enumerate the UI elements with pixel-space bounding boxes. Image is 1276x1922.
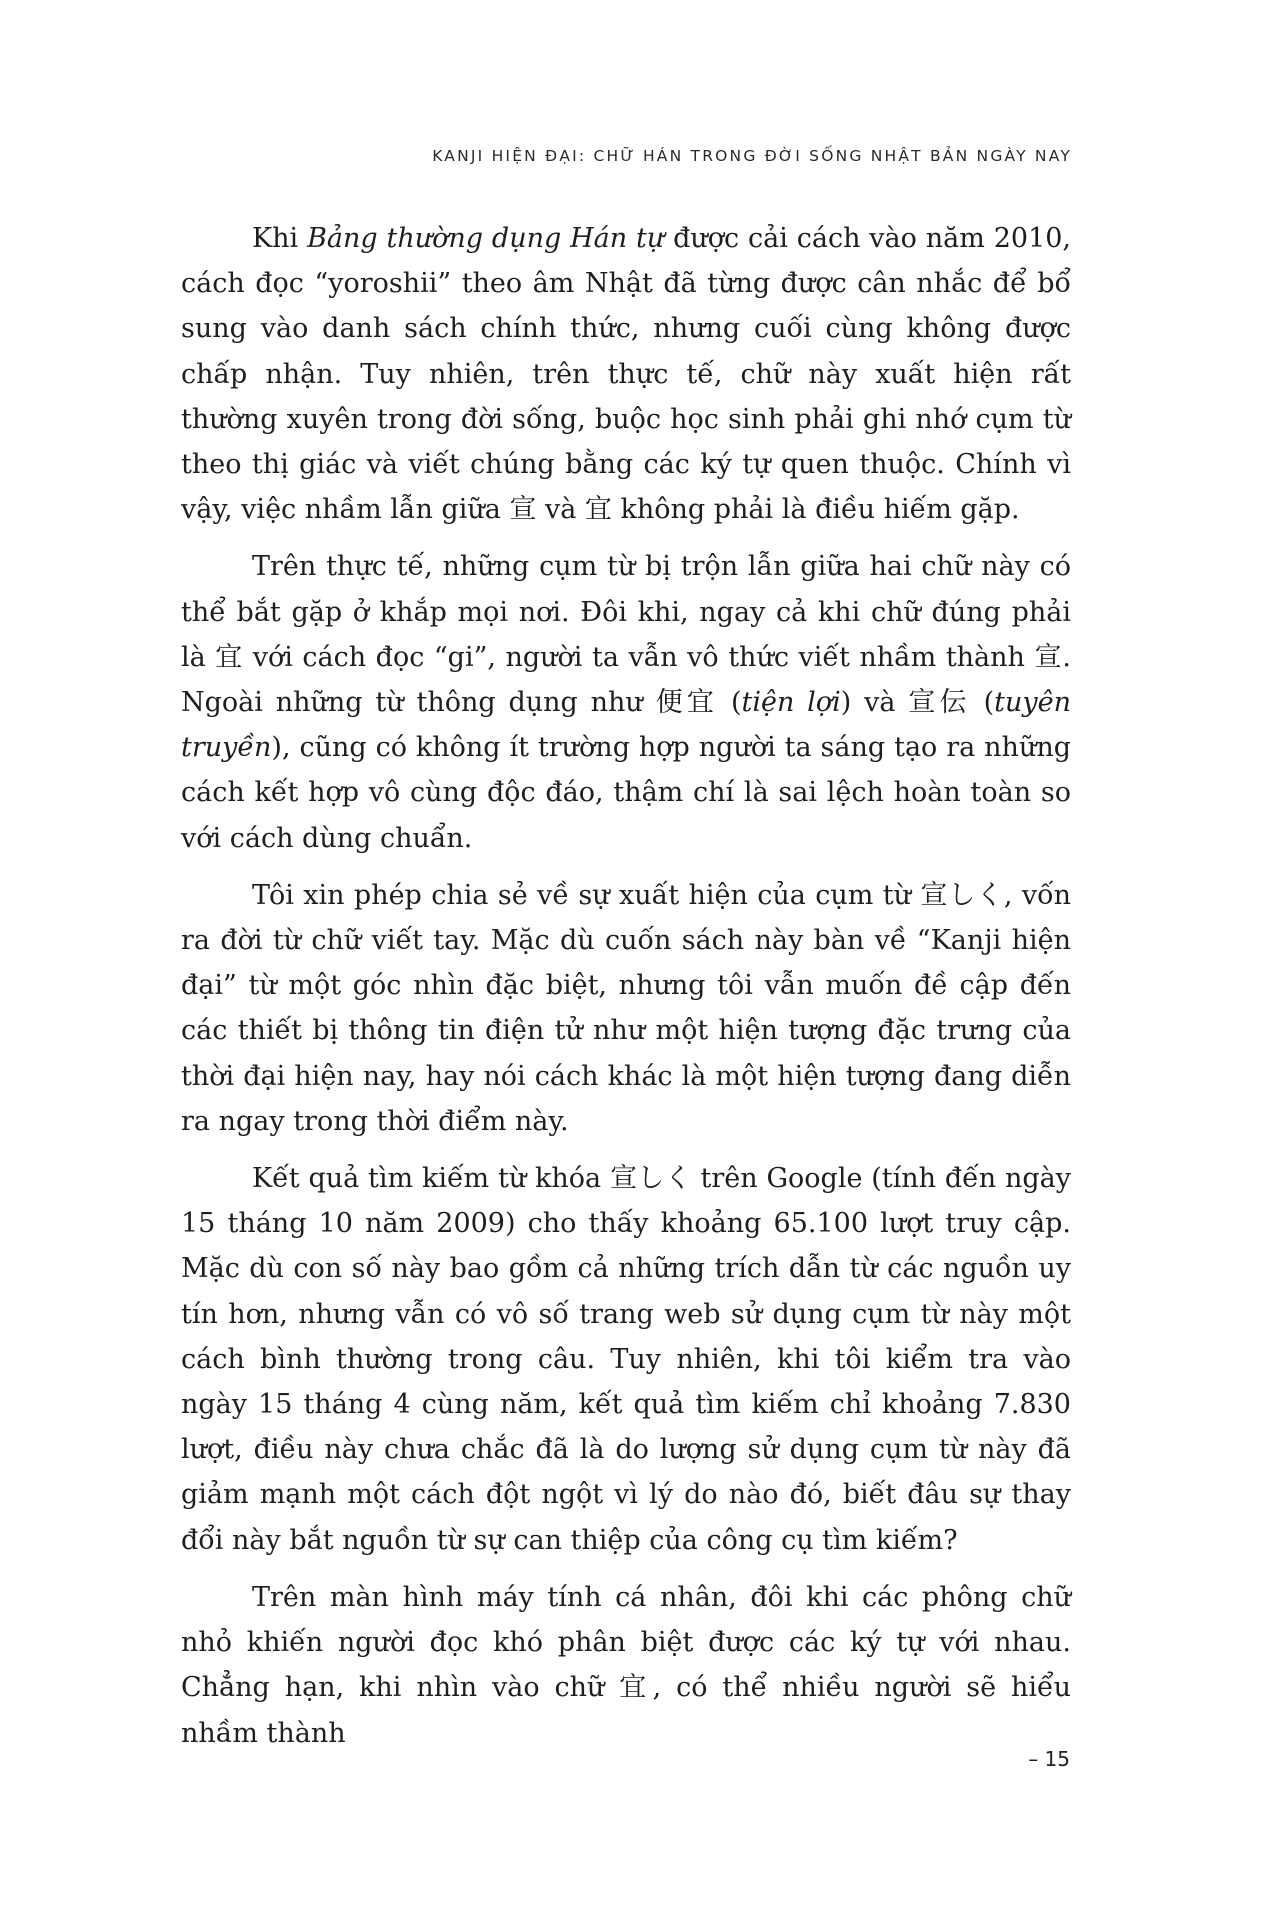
paragraph-2-text-c: ), cũng có không ít trường hợp người ta sáng tạo ra những cách kết hợp vô cùng độc đáo, thậm chí là sai lệch hoàn toàn so với cách dùng chuẩn. xyxy=(181,732,1071,854)
paragraph-1-text-b: được cải cách vào năm 2010, cách đọc “yoroshii” theo âm Nhật đã từng được cân nhắc để bổ sung vào danh sách chính thức, nhưng cuối cùng không được chấp nhận. Tuy nhiên, trên thực tế, chữ này xuất hiện rất thường xuyên trong đời sống, buộc học sinh phải ghi nhớ cụm từ theo thị giác và viết chúng bằng các ký tự quen thuộc. Chính vì vậy, việc nhầm lẫn giữa 宣 và 宜 không phải là điều hiếm gặp. xyxy=(181,223,1072,526)
body-text xyxy=(181,216,1071,1768)
paragraph-2-italic-term-2: tuyên truyền xyxy=(181,687,1071,764)
paragraph-3: Tôi xin phép chia sẻ về sự xuất hiện của cụm từ 宣しく, vốn ra đời từ chữ viết tay. Mặc dù cuốn sách này bàn về “Kanji hiện đại” từ một góc nhìn đặc biệt, nhưng tôi vẫn muốn đề cập đến các thiết bị thông tin điện tử như một hiện tượng đặc trưng của thời đại hiện nay, hay nói cách khác là một hiện tượng đang diễn ra ngay trong thời điểm này. xyxy=(181,879,1071,1137)
paragraph-2-text-a: Trên thực tế, những cụm từ bị trộn lẫn giữa hai chữ này có thể bắt gặp ở khắp mọi nơi. Đôi khi, ngay cả khi chữ đúng phải là 宜 với cách đọc “gi”, người ta vẫn vô thức viết nhầm thành 宣. Ngoài những từ thông dụng như 便宜 ( xyxy=(181,551,1071,719)
paragraph-1-text-a: Khi xyxy=(252,223,308,254)
paragraph-1-italic-term: Bảng thường dụng Hán tự xyxy=(307,223,665,254)
paragraph-2 xyxy=(181,544,1071,860)
paragraph-5: Trên màn hình máy tính cá nhân, đôi khi các phông chữ nhỏ khiến người đọc khó phân biệt được các ký tự với nhau. Chẳng hạn, khi nhìn vào chữ 宜, có thể nhiều người sẽ hiểu nhầm thành xyxy=(181,1581,1071,1749)
paragraph-2-text-b: ) và 宣伝 ( xyxy=(840,687,995,719)
paragraph-1 xyxy=(181,216,1071,532)
page-number: – 15 xyxy=(1028,1747,1070,1771)
paragraph-4: Kết quả tìm kiếm từ khóa 宣しく trên Google (tính đến ngày 15 tháng 10 năm 2009) cho thấy khoảng 65.100 lượt truy cập. Mặc dù con số này bao gồm cả những trích dẫn từ các nguồn uy tín hơn, nhưng vẫn có vô số trang web sử dụng cụm từ này một cách bình thường trong câu. Tuy nhiên, khi tôi kiểm tra vào ngày 15 tháng 4 cùng năm, kết quả tìm kiếm chỉ khoảng 7.830 lượt, điều này chưa chắc đã là do lượng sử dụng cụm từ này đã giảm mạnh một cách đột ngột vì lý do nào đó, biết đâu sự thay đổi này bắt nguồn từ sự can thiệp của công cụ tìm kiếm? xyxy=(181,1163,1071,1556)
paragraph-2-italic-term-1: tiện lợi xyxy=(741,687,841,719)
running-header: KANJI HIỆN ĐẠI: CHỮ HÁN TRONG ĐỜI SỐNG NHẬT BẢN NGÀY NAY xyxy=(432,147,1072,165)
